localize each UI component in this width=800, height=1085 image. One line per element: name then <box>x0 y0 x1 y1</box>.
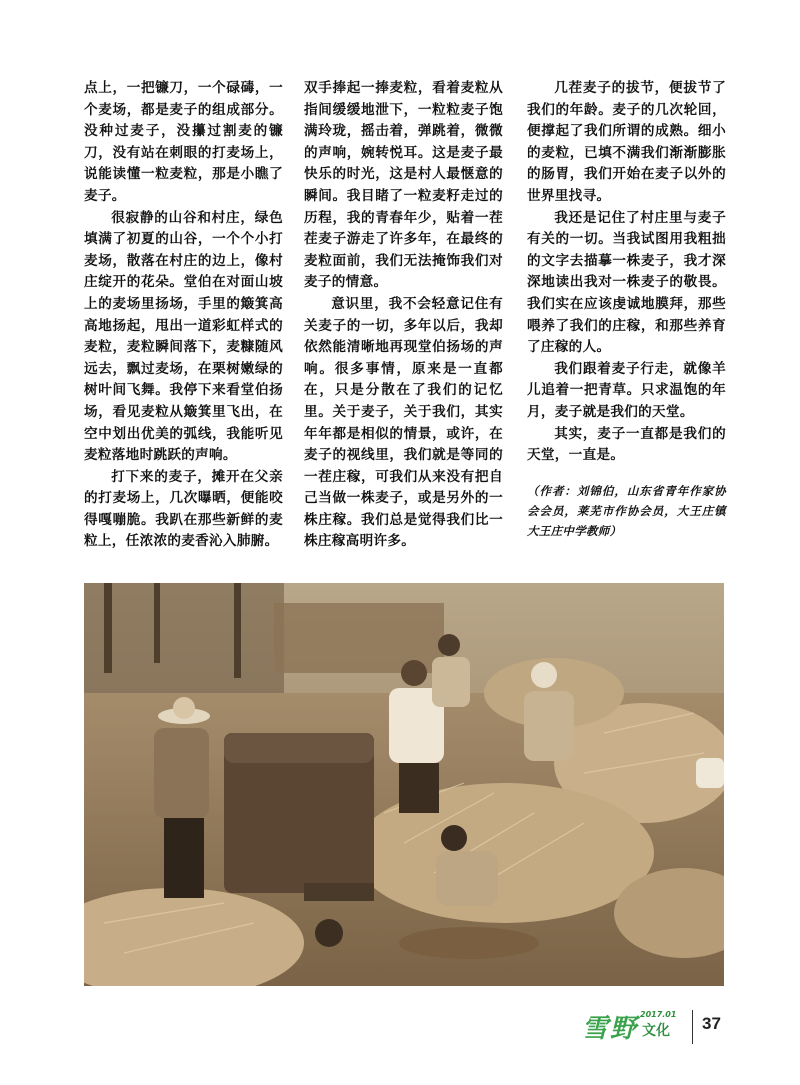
paragraph: 其实，麦子一直都是我们的天堂，一直是。 <box>527 425 726 464</box>
column-1 <box>84 78 283 553</box>
paragraph: 意识里，我不会轻意记住有关麦子的一切，多年以后，我却依然能清晰地再现堂伯扬场的声响。很多事情，原来是一直都在，只是分散在了我们的记忆里。关于麦子，关于我们，其实年年都是相似的情景，或许，在麦子的视线里，我们就是等同的一茬庄稼，可我们从来没有把自己当做一株麦子，或是另外的一株庄稼。我们总是觉得我们比一株庄稼高明许多。 <box>304 295 503 550</box>
paragraph: 打下来的麦子，摊开在父亲的打麦场上，几次曝晒，便能咬得嘎嘣脆。我趴在那些新鲜的麦粒上，任浓浓的麦香沁入肺腑。 <box>84 468 283 550</box>
logo-year: 2017.01 <box>640 1010 677 1019</box>
paragraph: 点上，一把镰刀，一个碌碡，一个麦场，都是麦子的组成部分。没种过麦子，没攥过割麦的镰刀，没有站在刺眼的打麦场上，说能读懂一粒麦粒，那是小瞧了麦子。 <box>84 80 283 204</box>
paragraph: 很寂静的山谷和村庄，绿色填满了初夏的山谷，一个个小打麦场，散落在村庄的边上，像村庄绽开的花朵。堂伯在对面山坡上的麦场里扬场，手里的簸箕高高地扬起，甩出一道彩虹样式的麦粒，麦粒瞬间落下，麦糠随风远去，飘过麦场，在栗树嫩绿的树叶间飞舞。我停下来看堂伯扬场，看见麦粒从簸箕里飞出，在空中划出优美的弧线，我能听见麦粒落地时跳跃的声响。 <box>84 209 283 464</box>
author-note: （作者：刘锦伯，山东省青年作家协会会员，莱芜市作协会员，大王庄镇大王庄中学教师） <box>527 483 726 538</box>
column-3 <box>527 78 726 541</box>
paragraph: 双手捧起一捧麦粒，看着麦粒从指间缓缓地泄下，一粒粒麦子饱满玲珑，摇击着，弹跳着，微微的声响，婉转悦耳。这是麦子最快乐的时光，这是村人最惬意的瞬间。我目睹了一粒麦籽走过的历程，我的青春年少，贴着一茬茬麦子游走了许多年，在最终的麦粒面前，我们无法掩饰我们对麦子的情意。 <box>304 80 503 291</box>
logo-main: 雪野 <box>582 1014 639 1044</box>
column-2 <box>304 78 503 553</box>
threshing-photo-illustration <box>84 583 724 986</box>
threshing-photo <box>84 583 724 986</box>
magazine-logo <box>582 1004 686 1050</box>
logo-sub: 文化 <box>642 1023 670 1039</box>
paragraph: 我还是记住了村庄里与麦子有关的一切。当我试图用我粗拙的文字去描摹一株麦子，我才深深地读出我对一株麦子的敬畏。我们实在应该虔诚地膜拜，那些喂养了我们的庄稼，和那些养育了庄稼的人。 <box>527 209 726 356</box>
footer-divider <box>692 1010 693 1044</box>
paragraph: 我们跟着麦子行走，就像羊儿追着一把青草。只求温饱的年月，麦子就是我们的天堂。 <box>527 360 726 420</box>
paragraph: 几茬麦子的拔节，便拔节了我们的年龄。麦子的几次轮回，便撑起了我们所谓的成熟。细小的麦粒，已填不满我们渐渐膨胀的肠胃，我们开始在麦子以外的世界里找寻。 <box>527 80 726 204</box>
page-number: 37 <box>702 1014 721 1033</box>
article-body <box>84 78 724 578</box>
